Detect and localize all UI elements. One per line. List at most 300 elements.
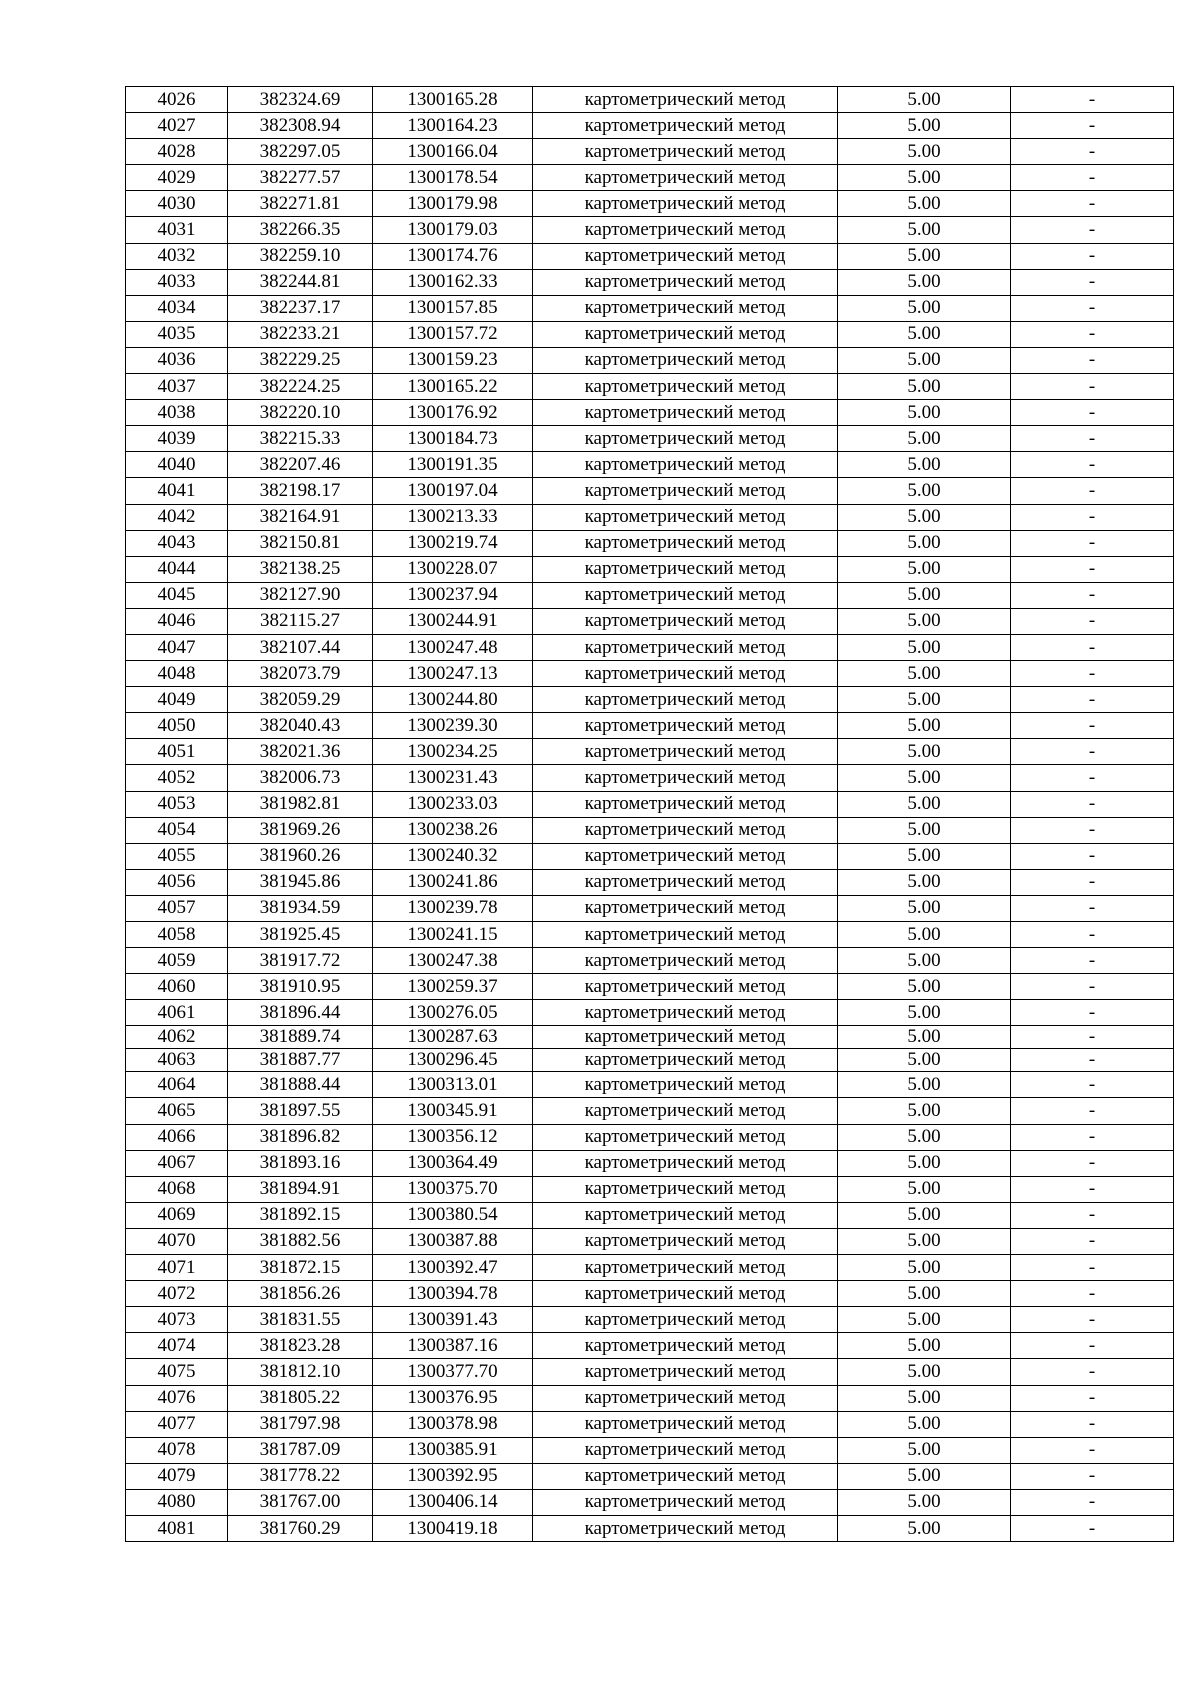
accuracy-cell: 5.00: [838, 869, 1011, 895]
y-coordinate-cell: 1300392.95: [373, 1463, 533, 1489]
point-number-cell: 4058: [126, 922, 228, 948]
x-coordinate-cell: 381969.26: [228, 817, 373, 843]
y-coordinate-cell: 1300219.74: [373, 530, 533, 556]
y-coordinate-cell: 1300391.43: [373, 1307, 533, 1333]
y-coordinate-cell: 1300375.70: [373, 1176, 533, 1202]
description-cell: -: [1011, 139, 1174, 165]
y-coordinate-cell: 1300244.80: [373, 687, 533, 713]
table-row: [126, 165, 1174, 191]
accuracy-cell: 5.00: [838, 922, 1011, 948]
y-coordinate-cell: 1300239.78: [373, 895, 533, 921]
description-cell: -: [1011, 426, 1174, 452]
point-number-cell: 4066: [126, 1124, 228, 1150]
description-cell: -: [1011, 1411, 1174, 1437]
description-cell: -: [1011, 1333, 1174, 1359]
point-number-cell: 4061: [126, 1000, 228, 1026]
description-cell: -: [1011, 530, 1174, 556]
method-cell: картометрический метод: [533, 139, 838, 165]
coordinates-table-body: [126, 87, 1174, 1542]
description-cell: -: [1011, 1000, 1174, 1026]
point-number-cell: 4041: [126, 478, 228, 504]
x-coordinate-cell: 381897.55: [228, 1098, 373, 1124]
accuracy-cell: 5.00: [838, 1281, 1011, 1307]
description-cell: -: [1011, 922, 1174, 948]
table-row: [126, 1176, 1174, 1202]
method-cell: картометрический метод: [533, 608, 838, 634]
method-cell: картометрический метод: [533, 113, 838, 139]
table-row: [126, 1463, 1174, 1489]
accuracy-cell: 5.00: [838, 1150, 1011, 1176]
description-cell: -: [1011, 1437, 1174, 1463]
point-number-cell: 4055: [126, 843, 228, 869]
description-cell: -: [1011, 608, 1174, 634]
accuracy-cell: 5.00: [838, 1489, 1011, 1515]
point-number-cell: 4077: [126, 1411, 228, 1437]
x-coordinate-cell: 382220.10: [228, 400, 373, 426]
method-cell: картометрический метод: [533, 1072, 838, 1098]
description-cell: -: [1011, 269, 1174, 295]
table-row: [126, 191, 1174, 217]
x-coordinate-cell: 382266.35: [228, 217, 373, 243]
y-coordinate-cell: 1300276.05: [373, 1000, 533, 1026]
point-number-cell: 4042: [126, 504, 228, 530]
accuracy-cell: 5.00: [838, 165, 1011, 191]
x-coordinate-cell: 382308.94: [228, 113, 373, 139]
description-cell: -: [1011, 1463, 1174, 1489]
table-row: [126, 1515, 1174, 1541]
coordinates-table: [125, 86, 1174, 1542]
x-coordinate-cell: 382244.81: [228, 269, 373, 295]
method-cell: картометрический метод: [533, 661, 838, 687]
table-row: [126, 1124, 1174, 1150]
accuracy-cell: 5.00: [838, 582, 1011, 608]
y-coordinate-cell: 1300385.91: [373, 1437, 533, 1463]
accuracy-cell: 5.00: [838, 504, 1011, 530]
y-coordinate-cell: 1300244.91: [373, 608, 533, 634]
accuracy-cell: 5.00: [838, 113, 1011, 139]
accuracy-cell: 5.00: [838, 713, 1011, 739]
table-row: [126, 948, 1174, 974]
description-cell: -: [1011, 791, 1174, 817]
point-number-cell: 4053: [126, 791, 228, 817]
x-coordinate-cell: 381812.10: [228, 1359, 373, 1385]
table-row: [126, 895, 1174, 921]
point-number-cell: 4050: [126, 713, 228, 739]
point-number-cell: 4067: [126, 1150, 228, 1176]
table-row: [126, 1026, 1174, 1049]
x-coordinate-cell: 382297.05: [228, 139, 373, 165]
method-cell: картометрический метод: [533, 1359, 838, 1385]
description-cell: -: [1011, 1307, 1174, 1333]
y-coordinate-cell: 1300238.26: [373, 817, 533, 843]
table-row: [126, 974, 1174, 1000]
method-cell: картометрический метод: [533, 556, 838, 582]
accuracy-cell: 5.00: [838, 217, 1011, 243]
description-cell: -: [1011, 895, 1174, 921]
x-coordinate-cell: 382207.46: [228, 452, 373, 478]
y-coordinate-cell: 1300179.03: [373, 217, 533, 243]
y-coordinate-cell: 1300166.04: [373, 139, 533, 165]
accuracy-cell: 5.00: [838, 1228, 1011, 1254]
table-row: [126, 922, 1174, 948]
x-coordinate-cell: 381797.98: [228, 1411, 373, 1437]
accuracy-cell: 5.00: [838, 791, 1011, 817]
y-coordinate-cell: 1300241.15: [373, 922, 533, 948]
y-coordinate-cell: 1300174.76: [373, 243, 533, 269]
y-coordinate-cell: 1300237.94: [373, 582, 533, 608]
method-cell: картометрический метод: [533, 1489, 838, 1515]
description-cell: -: [1011, 765, 1174, 791]
accuracy-cell: 5.00: [838, 661, 1011, 687]
method-cell: картометрический метод: [533, 791, 838, 817]
point-number-cell: 4035: [126, 321, 228, 347]
method-cell: картометрический метод: [533, 974, 838, 1000]
x-coordinate-cell: 381831.55: [228, 1307, 373, 1333]
accuracy-cell: 5.00: [838, 1437, 1011, 1463]
accuracy-cell: 5.00: [838, 895, 1011, 921]
method-cell: картометрический метод: [533, 269, 838, 295]
accuracy-cell: 5.00: [838, 1202, 1011, 1228]
table-row: [126, 608, 1174, 634]
x-coordinate-cell: 382073.79: [228, 661, 373, 687]
x-coordinate-cell: 381893.16: [228, 1150, 373, 1176]
table-row: [126, 1333, 1174, 1359]
method-cell: картометрический метод: [533, 1437, 838, 1463]
description-cell: -: [1011, 87, 1174, 113]
method-cell: картометрический метод: [533, 843, 838, 869]
point-number-cell: 4032: [126, 243, 228, 269]
accuracy-cell: 5.00: [838, 1026, 1011, 1049]
point-number-cell: 4049: [126, 687, 228, 713]
table-row: [126, 321, 1174, 347]
x-coordinate-cell: 381896.44: [228, 1000, 373, 1026]
point-number-cell: 4026: [126, 87, 228, 113]
table-row: [126, 269, 1174, 295]
method-cell: картометрический метод: [533, 1202, 838, 1228]
table-row: [126, 1049, 1174, 1072]
y-coordinate-cell: 1300376.95: [373, 1385, 533, 1411]
point-number-cell: 4071: [126, 1255, 228, 1281]
y-coordinate-cell: 1300228.07: [373, 556, 533, 582]
description-cell: -: [1011, 974, 1174, 1000]
table-row: [126, 1411, 1174, 1437]
accuracy-cell: 5.00: [838, 948, 1011, 974]
accuracy-cell: 5.00: [838, 1255, 1011, 1281]
description-cell: -: [1011, 1281, 1174, 1307]
x-coordinate-cell: 382127.90: [228, 582, 373, 608]
y-coordinate-cell: 1300179.98: [373, 191, 533, 217]
point-number-cell: 4062: [126, 1026, 228, 1049]
x-coordinate-cell: 381917.72: [228, 948, 373, 974]
point-number-cell: 4051: [126, 739, 228, 765]
accuracy-cell: 5.00: [838, 191, 1011, 217]
description-cell: -: [1011, 1124, 1174, 1150]
description-cell: -: [1011, 1026, 1174, 1049]
point-number-cell: 4064: [126, 1072, 228, 1098]
y-coordinate-cell: 1300419.18: [373, 1515, 533, 1541]
table-row: [126, 1437, 1174, 1463]
method-cell: картометрический метод: [533, 243, 838, 269]
table-row: [126, 661, 1174, 687]
x-coordinate-cell: 381823.28: [228, 1333, 373, 1359]
method-cell: картометрический метод: [533, 295, 838, 321]
description-cell: -: [1011, 321, 1174, 347]
accuracy-cell: 5.00: [838, 374, 1011, 400]
point-number-cell: 4081: [126, 1515, 228, 1541]
x-coordinate-cell: 381887.77: [228, 1049, 373, 1072]
method-cell: картометрический метод: [533, 922, 838, 948]
y-coordinate-cell: 1300345.91: [373, 1098, 533, 1124]
method-cell: картометрический метод: [533, 87, 838, 113]
method-cell: картометрический метод: [533, 1307, 838, 1333]
point-number-cell: 4046: [126, 608, 228, 634]
x-coordinate-cell: 382224.25: [228, 374, 373, 400]
accuracy-cell: 5.00: [838, 321, 1011, 347]
description-cell: -: [1011, 400, 1174, 426]
y-coordinate-cell: 1300247.48: [373, 634, 533, 660]
accuracy-cell: 5.00: [838, 426, 1011, 452]
method-cell: картометрический метод: [533, 1176, 838, 1202]
accuracy-cell: 5.00: [838, 634, 1011, 660]
x-coordinate-cell: 381778.22: [228, 1463, 373, 1489]
accuracy-cell: 5.00: [838, 452, 1011, 478]
point-number-cell: 4043: [126, 530, 228, 556]
method-cell: картометрический метод: [533, 1228, 838, 1254]
y-coordinate-cell: 1300159.23: [373, 347, 533, 373]
point-number-cell: 4028: [126, 139, 228, 165]
point-number-cell: 4039: [126, 426, 228, 452]
accuracy-cell: 5.00: [838, 1000, 1011, 1026]
x-coordinate-cell: 382006.73: [228, 765, 373, 791]
x-coordinate-cell: 381960.26: [228, 843, 373, 869]
accuracy-cell: 5.00: [838, 478, 1011, 504]
y-coordinate-cell: 1300231.43: [373, 765, 533, 791]
accuracy-cell: 5.00: [838, 400, 1011, 426]
table-row: [126, 556, 1174, 582]
description-cell: -: [1011, 713, 1174, 739]
point-number-cell: 4076: [126, 1385, 228, 1411]
method-cell: картометрический метод: [533, 1124, 838, 1150]
description-cell: -: [1011, 1385, 1174, 1411]
y-coordinate-cell: 1300356.12: [373, 1124, 533, 1150]
point-number-cell: 4040: [126, 452, 228, 478]
method-cell: картометрический метод: [533, 582, 838, 608]
table-row: [126, 1359, 1174, 1385]
accuracy-cell: 5.00: [838, 1072, 1011, 1098]
point-number-cell: 4070: [126, 1228, 228, 1254]
point-number-cell: 4075: [126, 1359, 228, 1385]
description-cell: -: [1011, 1049, 1174, 1072]
description-cell: -: [1011, 1176, 1174, 1202]
table-row: [126, 1281, 1174, 1307]
accuracy-cell: 5.00: [838, 843, 1011, 869]
y-coordinate-cell: 1300165.28: [373, 87, 533, 113]
y-coordinate-cell: 1300380.54: [373, 1202, 533, 1228]
x-coordinate-cell: 382021.36: [228, 739, 373, 765]
accuracy-cell: 5.00: [838, 974, 1011, 1000]
x-coordinate-cell: 381882.56: [228, 1228, 373, 1254]
x-coordinate-cell: 381805.22: [228, 1385, 373, 1411]
description-cell: -: [1011, 582, 1174, 608]
method-cell: картометрический метод: [533, 895, 838, 921]
accuracy-cell: 5.00: [838, 1333, 1011, 1359]
y-coordinate-cell: 1300378.98: [373, 1411, 533, 1437]
table-row: [126, 582, 1174, 608]
y-coordinate-cell: 1300176.92: [373, 400, 533, 426]
x-coordinate-cell: 381925.45: [228, 922, 373, 948]
method-cell: картометрический метод: [533, 634, 838, 660]
method-cell: картометрический метод: [533, 1411, 838, 1437]
accuracy-cell: 5.00: [838, 556, 1011, 582]
description-cell: -: [1011, 1359, 1174, 1385]
x-coordinate-cell: 381856.26: [228, 1281, 373, 1307]
table-row: [126, 1255, 1174, 1281]
method-cell: картометрический метод: [533, 478, 838, 504]
method-cell: картометрический метод: [533, 1150, 838, 1176]
accuracy-cell: 5.00: [838, 1176, 1011, 1202]
point-number-cell: 4044: [126, 556, 228, 582]
y-coordinate-cell: 1300213.33: [373, 504, 533, 530]
description-cell: -: [1011, 687, 1174, 713]
description-cell: -: [1011, 1202, 1174, 1228]
description-cell: -: [1011, 634, 1174, 660]
accuracy-cell: 5.00: [838, 347, 1011, 373]
point-number-cell: 4059: [126, 948, 228, 974]
description-cell: -: [1011, 739, 1174, 765]
point-number-cell: 4047: [126, 634, 228, 660]
y-coordinate-cell: 1300387.16: [373, 1333, 533, 1359]
x-coordinate-cell: 381892.15: [228, 1202, 373, 1228]
point-number-cell: 4069: [126, 1202, 228, 1228]
point-number-cell: 4063: [126, 1049, 228, 1072]
y-coordinate-cell: 1300387.88: [373, 1228, 533, 1254]
method-cell: картометрический метод: [533, 713, 838, 739]
x-coordinate-cell: 382059.29: [228, 687, 373, 713]
y-coordinate-cell: 1300157.85: [373, 295, 533, 321]
y-coordinate-cell: 1300296.45: [373, 1049, 533, 1072]
table-row: [126, 295, 1174, 321]
table-row: [126, 504, 1174, 530]
x-coordinate-cell: 382150.81: [228, 530, 373, 556]
point-number-cell: 4048: [126, 661, 228, 687]
point-number-cell: 4054: [126, 817, 228, 843]
y-coordinate-cell: 1300165.22: [373, 374, 533, 400]
description-cell: -: [1011, 1515, 1174, 1541]
x-coordinate-cell: 381889.74: [228, 1026, 373, 1049]
table-row: [126, 634, 1174, 660]
description-cell: -: [1011, 478, 1174, 504]
accuracy-cell: 5.00: [838, 269, 1011, 295]
accuracy-cell: 5.00: [838, 1098, 1011, 1124]
method-cell: картометрический метод: [533, 1098, 838, 1124]
table-row: [126, 1202, 1174, 1228]
accuracy-cell: 5.00: [838, 295, 1011, 321]
accuracy-cell: 5.00: [838, 1049, 1011, 1072]
x-coordinate-cell: 381767.00: [228, 1489, 373, 1515]
table-row: [126, 374, 1174, 400]
accuracy-cell: 5.00: [838, 87, 1011, 113]
description-cell: -: [1011, 843, 1174, 869]
method-cell: картометрический метод: [533, 165, 838, 191]
accuracy-cell: 5.00: [838, 243, 1011, 269]
x-coordinate-cell: 381934.59: [228, 895, 373, 921]
method-cell: картометрический метод: [533, 817, 838, 843]
y-coordinate-cell: 1300364.49: [373, 1150, 533, 1176]
y-coordinate-cell: 1300233.03: [373, 791, 533, 817]
description-cell: -: [1011, 1489, 1174, 1515]
method-cell: картометрический метод: [533, 374, 838, 400]
table-row: [126, 1098, 1174, 1124]
accuracy-cell: 5.00: [838, 530, 1011, 556]
point-number-cell: 4080: [126, 1489, 228, 1515]
x-coordinate-cell: 381894.91: [228, 1176, 373, 1202]
table-row: [126, 478, 1174, 504]
description-cell: -: [1011, 1228, 1174, 1254]
table-row: [126, 687, 1174, 713]
description-cell: -: [1011, 243, 1174, 269]
method-cell: картометрический метод: [533, 1255, 838, 1281]
x-coordinate-cell: 381896.82: [228, 1124, 373, 1150]
method-cell: картометрический метод: [533, 765, 838, 791]
x-coordinate-cell: 382229.25: [228, 347, 373, 373]
point-number-cell: 4031: [126, 217, 228, 243]
description-cell: -: [1011, 113, 1174, 139]
point-number-cell: 4072: [126, 1281, 228, 1307]
accuracy-cell: 5.00: [838, 1124, 1011, 1150]
table-row: [126, 347, 1174, 373]
table-row: [126, 791, 1174, 817]
method-cell: картометрический метод: [533, 1515, 838, 1541]
point-number-cell: 4073: [126, 1307, 228, 1333]
table-row: [126, 739, 1174, 765]
table-row: [126, 426, 1174, 452]
y-coordinate-cell: 1300240.32: [373, 843, 533, 869]
x-coordinate-cell: 381910.95: [228, 974, 373, 1000]
description-cell: -: [1011, 556, 1174, 582]
method-cell: картометрический метод: [533, 191, 838, 217]
x-coordinate-cell: 381760.29: [228, 1515, 373, 1541]
point-number-cell: 4056: [126, 869, 228, 895]
point-number-cell: 4045: [126, 582, 228, 608]
table-row: [126, 869, 1174, 895]
method-cell: картометрический метод: [533, 869, 838, 895]
y-coordinate-cell: 1300191.35: [373, 452, 533, 478]
method-cell: картометрический метод: [533, 948, 838, 974]
accuracy-cell: 5.00: [838, 1463, 1011, 1489]
point-number-cell: 4034: [126, 295, 228, 321]
description-cell: -: [1011, 869, 1174, 895]
description-cell: -: [1011, 452, 1174, 478]
description-cell: -: [1011, 217, 1174, 243]
point-number-cell: 4057: [126, 895, 228, 921]
x-coordinate-cell: 381945.86: [228, 869, 373, 895]
y-coordinate-cell: 1300197.04: [373, 478, 533, 504]
y-coordinate-cell: 1300164.23: [373, 113, 533, 139]
description-cell: -: [1011, 191, 1174, 217]
x-coordinate-cell: 382115.27: [228, 608, 373, 634]
x-coordinate-cell: 382138.25: [228, 556, 373, 582]
x-coordinate-cell: 382271.81: [228, 191, 373, 217]
x-coordinate-cell: 381787.09: [228, 1437, 373, 1463]
y-coordinate-cell: 1300394.78: [373, 1281, 533, 1307]
table-row: [126, 713, 1174, 739]
accuracy-cell: 5.00: [838, 765, 1011, 791]
x-coordinate-cell: 382324.69: [228, 87, 373, 113]
point-number-cell: 4027: [126, 113, 228, 139]
y-coordinate-cell: 1300184.73: [373, 426, 533, 452]
y-coordinate-cell: 1300178.54: [373, 165, 533, 191]
y-coordinate-cell: 1300241.86: [373, 869, 533, 895]
